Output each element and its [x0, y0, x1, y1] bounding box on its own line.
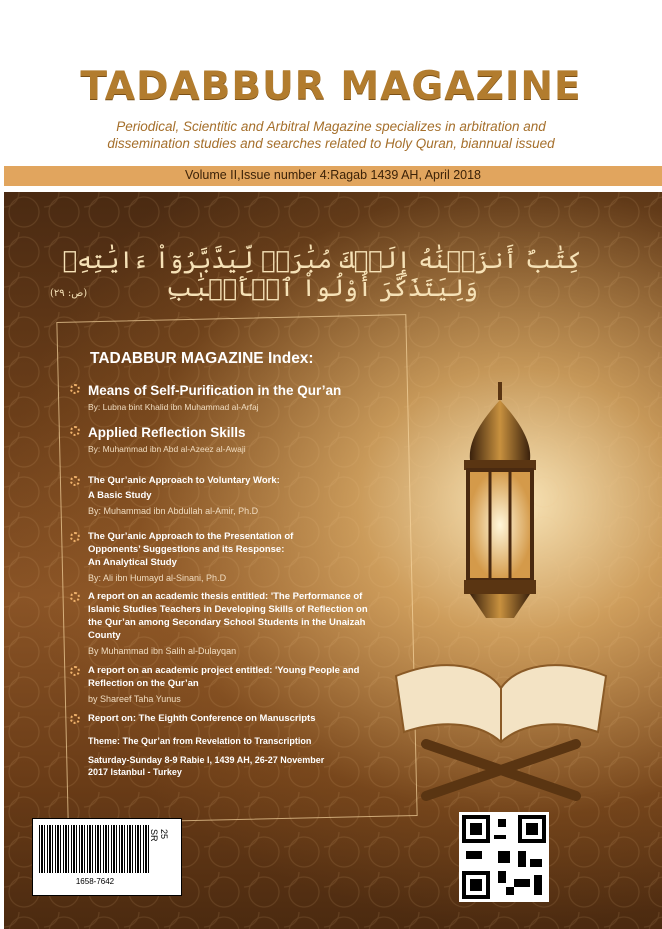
issue-text: Volume II,Issue number 4:Ragab 1439 AH, April 2018 [184, 168, 482, 182]
issn-number: 1658-7642 [75, 877, 115, 886]
index-entry: A report on an academic thesis entitled: 'The Performance of Islamic Studies Teachers in Developing Skills of Reflection on the Qur’an among Secondary School Students in the Unaizah County By Muhammad ibn Salih al-Dulayqan [74, 590, 374, 656]
quran-verse: كِتَٰبٌ أَنزَلۡنَٰهُ إِلَيۡكَ مُبَٰرَكٞ لِّيَدَّبَّرُوٓاْ ءَايَٰتِهِۦ وَلِيَتَذَكَّرَ أُوْلُواْ ٱلۡأَلۡبَٰبِ [62, 246, 582, 302]
index-entry: A report on an academic project entitled: 'Young People and Reflection on the Qur’an by Shareef Taha Yunus [74, 664, 374, 704]
bullet-icon [70, 384, 80, 394]
index-entry: Means of Self-Purification in the Qur’an By: Lubna bint Khalid ibn Muhammad al-Arfaj [74, 382, 374, 412]
index-title: TADABBUR MAGAZINE Index: [90, 350, 314, 367]
conference-theme: Theme: The Qur’an from Revelation to Transcription [88, 736, 312, 746]
bullet-icon [70, 714, 80, 724]
conference-dates: Saturday-Sunday 8-9 Rabie I, 1439 AH, 26-27 November 2017 Istanbul - Turkey [88, 755, 325, 777]
cover-artwork [4, 192, 662, 929]
magazine-title: TADABBUR MAGAZINE [80, 64, 582, 109]
bullet-icon [70, 426, 80, 436]
price-label: 25 SR [149, 829, 169, 842]
magazine-subtitle: Periodical, Scientitic and Arbitral Magazine specializes in arbitration and dissemination studies and searches related to Holy Quran, biannual issued [107, 119, 555, 151]
index-entry: Report on: The Eighth Conference on Manuscripts [74, 712, 374, 725]
qr-code-icon [459, 812, 549, 902]
bullet-icon [70, 592, 80, 602]
barcode-bars-icon [39, 825, 151, 873]
index-entry: Applied Reflection Skills By: Muhammad ibn Abd al-Azeez al-Awaji [74, 424, 374, 454]
lantern-icon [440, 382, 560, 622]
quran-on-stand-icon [376, 636, 626, 806]
index-entry: The Qur’anic Approach to Voluntary Work: A Basic Study By: Muhammad ibn Abdullah al-Amir, Ph.D [74, 474, 374, 516]
issue-bar [4, 166, 662, 186]
bullet-icon [70, 666, 80, 676]
bullet-icon [70, 532, 80, 542]
verse-reference: (ص: ٢٩) [50, 288, 88, 299]
barcode [32, 818, 182, 896]
index-entry: The Qur’anic Approach to the Presentation of Opponents’ Suggestions and its Response: An Analytical Study By: Ali ibn Humayd al-Sinani, Ph.D [74, 530, 374, 583]
cover-header [0, 0, 662, 168]
bullet-icon [70, 476, 80, 486]
